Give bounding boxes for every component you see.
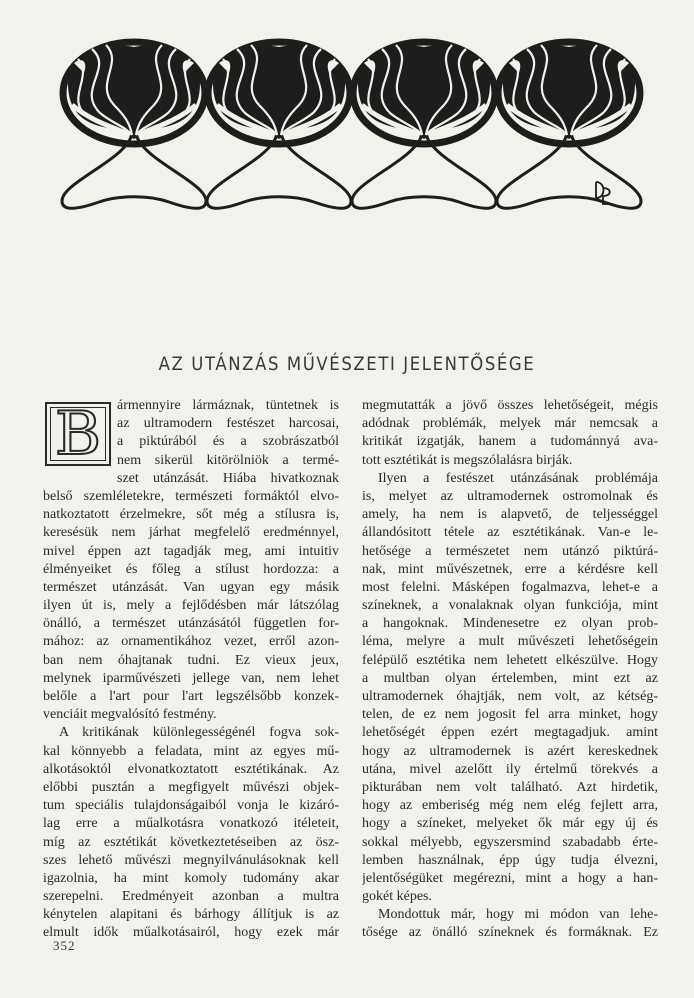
text-line: A kritikának különlegességénél fogva sok- [59,725,339,741]
text-line: felépülő esztétika nem lehetett elkészülve. Hogy [362,652,658,668]
text-line: jelentőségüket megérezni, mint a hogy a han- [362,870,658,886]
text-line: szet utánzását. Hiába hivatkoznak [117,470,339,486]
text-line: mivel éppen azt tagadják meg, ami intuitiv [43,543,339,559]
text-line: szes lehető művészi megnyilvánulásoknak kell [43,852,339,868]
text-line: ultramodernek óhajtják, nem volt, az kétség- [362,689,658,704]
text-line: kritikát izgatják, hanem a tudománnyá ava- [362,434,658,450]
text-column-right [362,397,658,943]
text-line: tősége az önálló színeknek és formáknak. Ez [362,925,658,941]
paragraph [362,470,658,907]
text-line: színeknek, a vonalaknak olyan funkciója, mint [362,598,658,614]
text-line: állandósitott tétele az esztétikának. Van-e le- [362,525,658,541]
text-line: pikturában nem volt található. Azt hirdetik, [362,779,658,795]
text-line: most felelni. Másképen fogalmazva, lehet-e a [362,579,658,595]
text-line: nak, mint művészetnek, erre a kérdésre kell [362,561,658,577]
text-line: mához: az ornamentikához vezet, erről azon- [43,634,339,650]
text-line: igazolnia, ha mint komoly tudomány akar [43,870,339,886]
ornament-unit [497,42,641,208]
text-line: hogy az emberiség még nem elég fejlett arra, [362,798,658,814]
text-line: nem sikerül kitörölniök a termé- [117,452,339,468]
text-line: amely, ha nem is alapvető, de teljességgel [362,507,658,523]
text-line: natkoztatott érzelmekre, sőt még a stílusra is, [43,507,339,523]
text-line: Ilyen a festészet utánzásának problémája [378,470,658,486]
text-line: előbbi pusztán a megfigyelt művészi objek- [43,779,339,795]
text-column-left [43,397,339,943]
text-line: belső szemléletekre, természeti formáktól elvo- [43,488,339,504]
text-line: önálló, a természet utánzásától független for- [43,616,339,632]
text-line: hetősége a természetet nem utánzó piktúrá- [362,543,658,559]
text-line: lehetőségét éppen ezért megtagadjuk. amint [362,725,658,741]
text-line: kal könnyebb a feladata, mint az egyes mű- [43,743,339,759]
paragraph [362,906,658,942]
text-line: szerepelni. Eredményeit azonban a multra [43,889,339,905]
text-line: a multban olyan értelemben, mint ezt az [362,670,658,686]
text-line: tum speciális tulajdonságaiból vonja le kizáró- [43,798,339,814]
text-line: természet utánzását. Van ugyan egy másik [43,579,339,595]
text-line: lag erre a műalkotásra vonatkozó itéleteit, [43,816,339,832]
ornament-unit [62,42,206,208]
article-title: AZ UTÁNZÁS MŰVÉSZETI JELENTŐSÉGE [158,352,536,375]
text-line: hogy az ultramodernek is azért kereskednek [362,743,658,759]
text-line: keresésük nem járhat megfelelő eredménnyel, [43,525,339,541]
header-ornament [0,0,694,240]
text-line: alkotásoktól elvonatkoztatott esztétikának. Az [43,761,339,777]
text-line: az ultramodern festészet harcosai, [117,416,339,432]
text-line: is, melyet az ultramodernek ostromolnak és [362,488,658,504]
text-line: telen, de ez nem jogosit fel arra minket, hogy [362,707,658,723]
text-line: hogy a színeket, melyeket ők már egy új és [362,816,658,832]
text-line: ban nem óhajtanak tudni. Ez vieux jeux, [43,652,339,668]
text-line: megmutatták a jövő összes lehetőségeit, mégis [362,398,658,413]
text-line: ármennyire lármáznak, tüntetnek is [117,398,339,413]
text-line: belőle a l'art pour l'art legszélsőbb konzek- [43,689,339,704]
text-line: gokét képes. [362,889,432,905]
text-line: elmult idők műalkotásairól, hogy ezek már [43,925,339,941]
drop-cap-letter: B [54,399,102,469]
text-line: a hangoknak. Mindenesetre ez olyan prob- [362,616,658,632]
text-line: léma, melyre a mult művészeti lehetőségein [362,634,658,650]
paragraph [362,397,658,470]
text-line: adódnak problémák, melyek már nemcsak a [362,416,658,432]
ornament-unit [207,42,351,208]
text-line: a piktúrából és a szobrászatból [117,434,339,450]
text-line: Mondottuk már, hogy mi módon van lehe- [378,907,658,923]
text-line: ilyen út is, mely a fejlődésben már látszólag [43,598,339,614]
text-line: tott esztétikát is megszólalásra birják. [362,452,573,468]
text-line: utána, mivel azelőtt ily értelmű törekvés a [362,761,658,777]
text-line: sokkal mélyebb, egyszersmind szabadabb érte- [362,834,658,850]
paragraph [43,724,339,942]
text-line: melynek iparművészeti jellege van, nem lehet [43,670,339,686]
paragraph [43,397,339,724]
ornament-unit [352,42,496,208]
text-line: venciáit megvalósító festmény. [43,707,217,723]
text-line: lemben használnak, épp úgy tudja élvezni, [362,852,658,868]
text-line: míg az esztétikát következtetéseiben az ösz- [43,834,339,850]
page-number: 352 [53,938,76,953]
text-line: élményeiket és főleg a stílust hordozza: a [43,561,339,577]
text-line: kénytelen alapitani és bárhogy állítjuk is az [43,907,339,923]
